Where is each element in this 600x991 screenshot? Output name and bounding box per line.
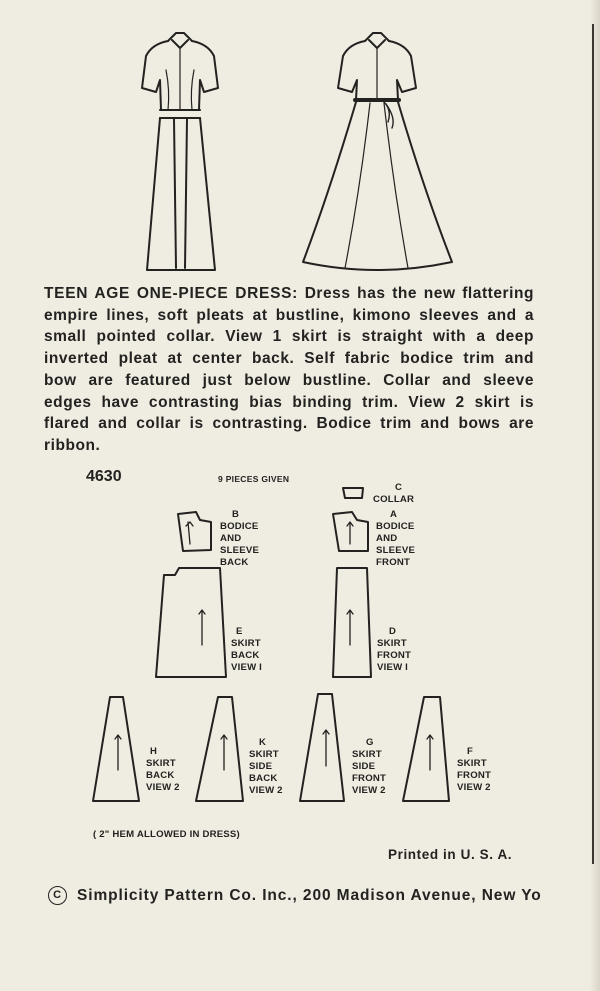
piece-code: C (395, 482, 403, 493)
piece-name: SKIRT BACK VIEW I (231, 638, 263, 673)
printed-in-usa-note: Printed in U. S. A. (388, 847, 513, 862)
pattern-pieces-diagram (0, 470, 600, 830)
piece-code: F (467, 746, 474, 757)
dress-view-2-illustration (303, 33, 452, 270)
description-body: Dress has the new flattering empire lines, soft pleats at bustline, kimono sleeves and a small pointed collar. View 1 skirt is straight with a deep inverted pleat at center back. Self fabric bodice trim and bow are featured just below bustline. Collar and sleeve edges have contrasting bias binding trim. View 2 skirt is flared and collar is contrasting. Bodice trim and bows are ribbon. (44, 285, 535, 454)
pattern-number: 4630 (86, 468, 122, 485)
publisher-text: Simplicity Pattern Co. Inc., 200 Madison Avenue, New Yo (77, 886, 542, 904)
piece-name: SKIRT SIDE FRONT VIEW 2 (352, 749, 387, 796)
piece-name: SKIRT SIDE BACK VIEW 2 (249, 749, 283, 796)
piece-code: H (150, 746, 158, 757)
hem-allowance-note: ( 2" HEM ALLOWED IN DRESS) (93, 829, 240, 840)
piece-h-skirt-back-view2-shape (93, 697, 139, 801)
piece-name: SKIRT FRONT VIEW I (377, 638, 412, 673)
piece-f-label (457, 746, 491, 794)
piece-code: E (236, 626, 243, 637)
piece-d-label (377, 626, 411, 674)
publisher-footer (48, 886, 600, 905)
piece-code: A (390, 509, 398, 520)
piece-c-label (373, 482, 414, 506)
piece-b-label (220, 509, 259, 569)
piece-k-label (249, 737, 283, 797)
piece-name: BODICE AND SLEEVE FRONT (376, 521, 416, 568)
piece-g-label (352, 737, 386, 797)
piece-code: D (389, 626, 397, 637)
piece-name: COLLAR (373, 494, 415, 505)
dress-view-1-illustration (142, 33, 218, 270)
piece-g-skirt-side-front-view2-shape (300, 694, 344, 801)
piece-e-label (231, 626, 262, 674)
piece-h-label (146, 746, 180, 794)
piece-name: BODICE AND SLEEVE BACK (220, 521, 260, 568)
piece-d-skirt-front-view1-shape (333, 568, 371, 677)
piece-code: K (259, 737, 267, 748)
description-lead: TEEN AGE ONE-PIECE DRESS: (44, 285, 299, 302)
piece-name: SKIRT FRONT VIEW 2 (457, 758, 492, 793)
piece-code: B (232, 509, 240, 520)
piece-c-collar-shape (343, 488, 363, 498)
piece-a-label (376, 509, 415, 569)
pieces-given-label: 9 PIECES GIVEN (218, 474, 290, 484)
piece-name: SKIRT BACK VIEW 2 (146, 758, 180, 793)
piece-b-bodice-back-shape (178, 512, 211, 551)
piece-f-skirt-front-view2-shape (403, 697, 449, 801)
dress-illustrations (0, 0, 600, 290)
dress-description (44, 283, 534, 457)
copyright-icon: C (48, 886, 67, 905)
piece-code: G (366, 737, 374, 748)
piece-k-skirt-side-back-view2-shape (196, 697, 243, 801)
piece-e-skirt-back-view1-shape (156, 568, 226, 677)
